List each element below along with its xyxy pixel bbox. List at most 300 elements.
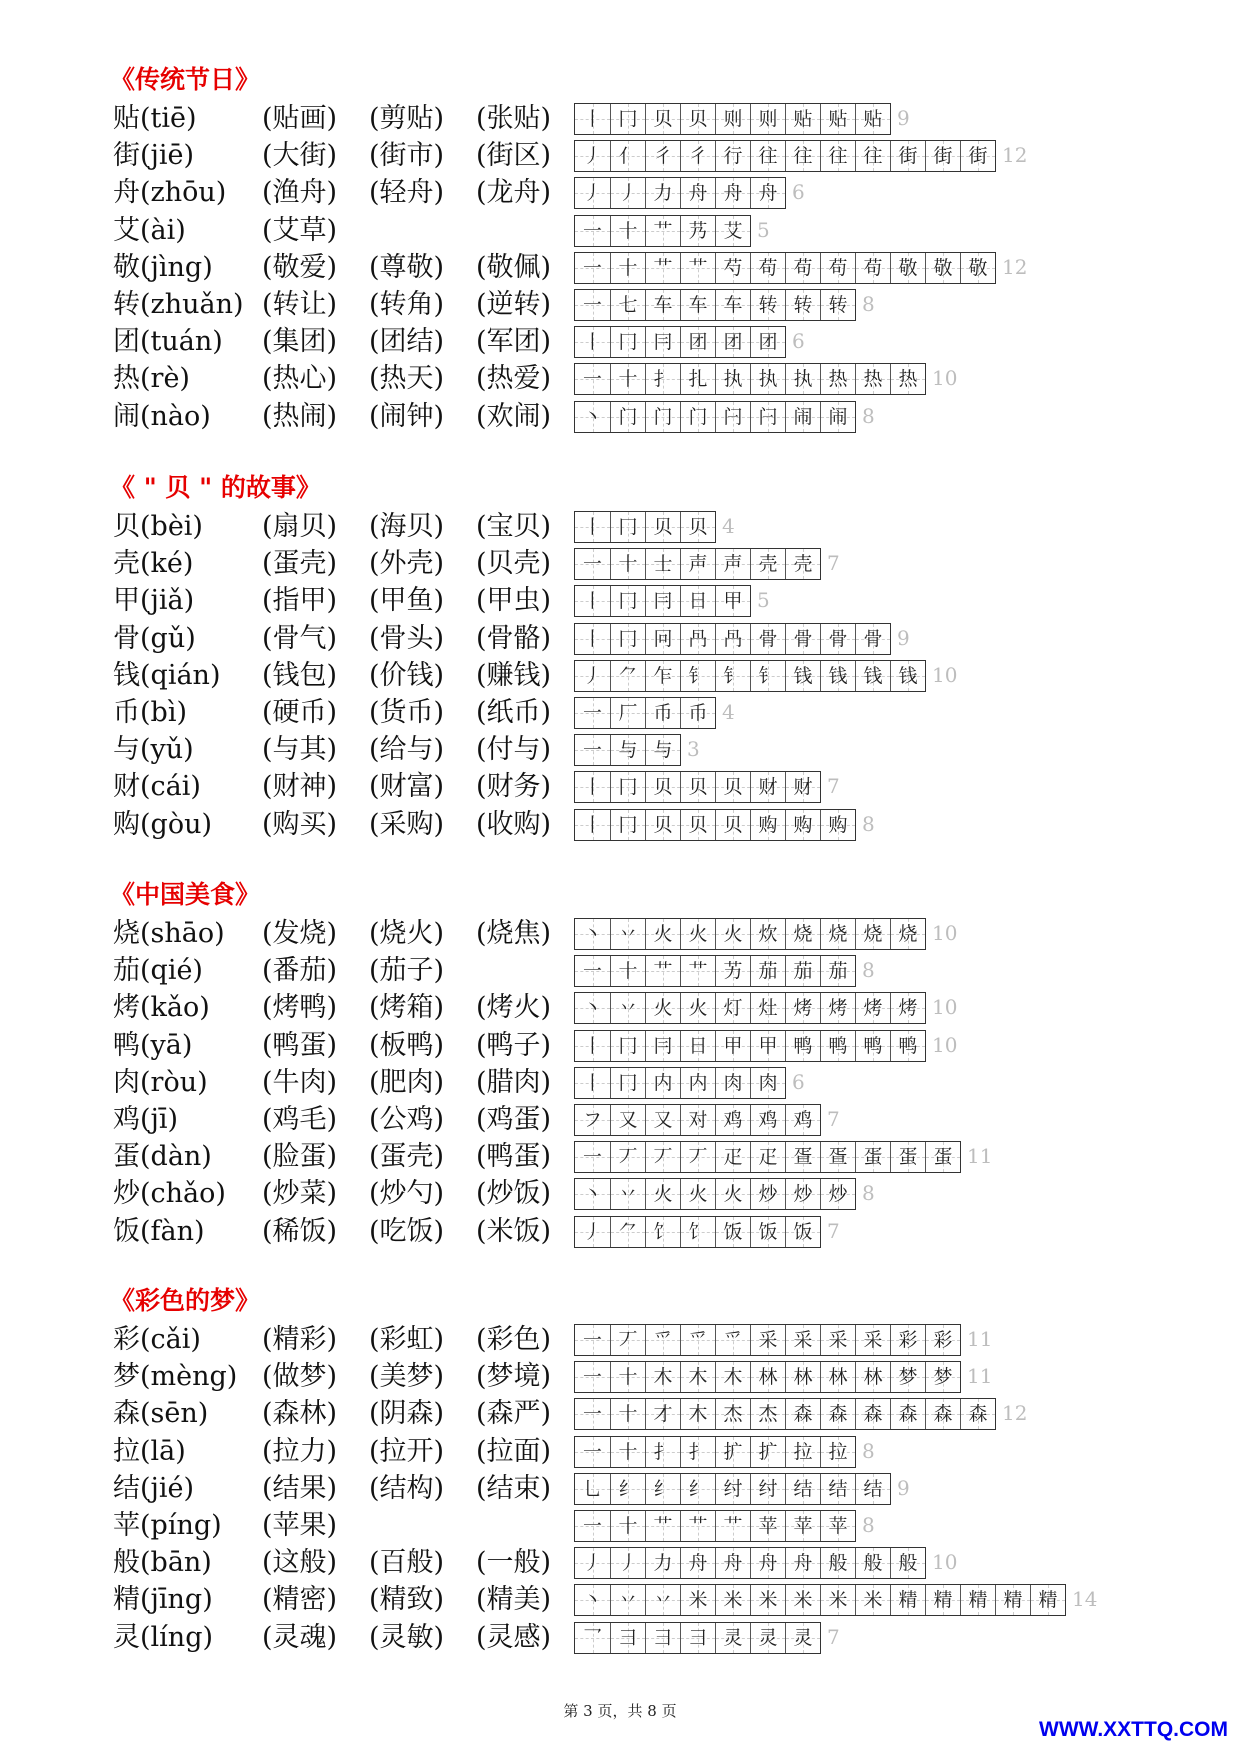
word-3: (收购) (476, 808, 552, 840)
character-pinyin: 蛋(dàn) (113, 1141, 212, 1173)
stroke-step: 贴 (855, 104, 890, 134)
stroke-count: 10 (932, 995, 958, 1020)
word-1: (热心) (262, 363, 338, 395)
word-1: (购买) (262, 808, 338, 840)
stroke-step: 甲 (750, 1031, 785, 1061)
stroke-step: 纟 (610, 1474, 645, 1504)
stroke-step: 十 (610, 1399, 645, 1429)
stroke-step: 冂 (610, 1031, 645, 1061)
stroke-step: 日 (680, 1031, 715, 1061)
stroke-step: 烤 (820, 993, 855, 1023)
stroke-step: 林 (750, 1362, 785, 1392)
stroke-step: 贝 (645, 772, 680, 802)
word-1: (灵魂) (262, 1621, 338, 1653)
stroke-count: 8 (862, 958, 875, 983)
stroke-step: 精 (995, 1585, 1030, 1615)
word-2: (板鸭) (369, 1029, 445, 1061)
stroke-step: 舟 (750, 1548, 785, 1578)
word-2: (结构) (369, 1472, 445, 1504)
stroke-count: 9 (897, 1475, 910, 1500)
stroke-step: 饭 (715, 1217, 750, 1247)
stroke-step: 团 (715, 327, 750, 357)
stroke-step: 乍 (645, 661, 680, 691)
word-2: (尊敬) (369, 251, 445, 283)
stroke-step: 灶 (750, 993, 785, 1023)
word-2: (海贝) (369, 511, 445, 542)
character-pinyin: 苹(píng) (113, 1510, 222, 1541)
stroke-step: 丨 (575, 104, 610, 134)
stroke-step: 贝 (680, 810, 715, 840)
character-pinyin: 彩(cǎi) (113, 1324, 201, 1355)
word-2: (外壳) (369, 548, 445, 580)
stroke-step: ⺅ (610, 141, 645, 171)
stroke-step: 钅 (750, 661, 785, 691)
stroke-step: 贴 (820, 104, 855, 134)
word-1: (财神) (262, 771, 338, 803)
stroke-count: 3 (687, 737, 700, 762)
stroke-count: 11 (967, 1364, 993, 1389)
word-2: (轻舟) (369, 177, 445, 209)
word-3: (街区) (476, 140, 552, 172)
vocab-row (0, 398, 1240, 435)
stroke-step: 丷 (610, 1585, 645, 1615)
stroke-step: 敬 (890, 253, 925, 283)
character-pinyin: 币(bì) (113, 697, 187, 728)
stroke-step: 十 (610, 549, 645, 579)
stroke-step: 丆 (610, 1325, 645, 1355)
stroke-step: 冃 (645, 327, 680, 357)
stroke-step: 精 (890, 1585, 925, 1615)
word-1: (鸭蛋) (262, 1029, 338, 1061)
word-3: (烧焦) (476, 918, 552, 949)
stroke-step: 丷 (610, 993, 645, 1023)
stroke-step: 冋 (645, 624, 680, 654)
stroke-step: 火 (680, 919, 715, 949)
stroke-order-grid (574, 1436, 856, 1468)
stroke-step: 一 (575, 956, 610, 986)
word-1: (森林) (262, 1398, 338, 1430)
stroke-step: 苟 (750, 253, 785, 283)
stroke-step: 贴 (785, 104, 820, 134)
stroke-step: 炒 (750, 1179, 785, 1209)
character-pinyin: 财(cái) (113, 771, 201, 803)
stroke-step: 十 (610, 216, 645, 246)
stroke-step: 冃 (645, 586, 680, 616)
stroke-step: 火 (645, 919, 680, 949)
character-pinyin: 精(jīng) (113, 1584, 213, 1616)
stroke-step: 执 (785, 364, 820, 394)
stroke-step: 烧 (855, 919, 890, 949)
stroke-step: 十 (610, 1362, 645, 1392)
stroke-step: 苹 (785, 1511, 820, 1541)
stroke-count: 6 (792, 329, 805, 354)
stroke-step: 鸭 (820, 1031, 855, 1061)
character-pinyin: 甲(jiǎ) (113, 585, 195, 617)
stroke-step: 舟 (715, 178, 750, 208)
word-3: (热爱) (476, 363, 552, 395)
stroke-step: 蛋 (925, 1142, 960, 1172)
word-2: (街市) (369, 140, 445, 172)
word-1: (热闹) (262, 400, 338, 432)
word-2: (采购) (369, 808, 445, 840)
character-pinyin: 灵(líng) (113, 1621, 214, 1653)
stroke-order-grid (574, 955, 856, 987)
stroke-step: 敬 (925, 253, 960, 283)
stroke-step: 灵 (750, 1623, 785, 1653)
character-pinyin: 鸭(yā) (113, 1029, 193, 1061)
stroke-order-grid (574, 660, 926, 692)
word-3: (鸭蛋) (476, 1141, 552, 1173)
stroke-step: 森 (925, 1399, 960, 1429)
stroke-step: 梦 (890, 1362, 925, 1392)
stroke-step: 乛 (575, 1623, 610, 1653)
character-pinyin: 森(sēn) (113, 1398, 209, 1430)
stroke-step: 精 (960, 1585, 995, 1615)
stroke-step: 疋 (750, 1142, 785, 1172)
character-pinyin: 骨(gǔ) (113, 622, 196, 654)
stroke-count: 10 (932, 1550, 958, 1575)
word-2: (货币) (369, 697, 445, 728)
stroke-step: 门 (680, 402, 715, 432)
word-1: (集团) (262, 326, 338, 358)
lesson-title: 《传统节日》 (110, 65, 261, 94)
word-1: (蛋壳) (262, 548, 338, 580)
stroke-step: 冎 (715, 624, 750, 654)
stroke-step: 冂 (610, 327, 645, 357)
stroke-count: 10 (932, 662, 958, 687)
site-watermark: WWW.XXTTQ.COM (1039, 1718, 1228, 1741)
word-3: (逆转) (476, 289, 552, 320)
stroke-step: 转 (750, 290, 785, 320)
stroke-step: 结 (855, 1474, 890, 1504)
word-2: (百般) (369, 1547, 445, 1579)
vocab-row (0, 1101, 1240, 1138)
stroke-order-grid (574, 326, 786, 358)
stroke-step: 执 (750, 364, 785, 394)
vocab-row (0, 1619, 1240, 1656)
stroke-step: 米 (855, 1585, 890, 1615)
character-pinyin: 般(bān) (113, 1547, 212, 1579)
stroke-step: 一 (575, 290, 610, 320)
stroke-step: 则 (715, 104, 750, 134)
stroke-step: 饣 (645, 1217, 680, 1247)
stroke-step: 七 (610, 290, 645, 320)
character-pinyin: 茄(qié) (113, 955, 203, 987)
stroke-step: 蛋 (890, 1142, 925, 1172)
word-3: (梦境) (476, 1361, 552, 1393)
stroke-step: 烧 (785, 919, 820, 949)
word-1: (钱包) (262, 659, 338, 691)
stroke-step: 米 (715, 1585, 750, 1615)
stroke-order-grid (574, 992, 926, 1024)
stroke-step: 内 (645, 1068, 680, 1098)
stroke-step: 丶 (575, 1585, 610, 1615)
stroke-step: 纣 (750, 1474, 785, 1504)
stroke-step: 丆 (680, 1142, 715, 1172)
stroke-step: 饣 (680, 1217, 715, 1247)
stroke-step: 扩 (750, 1437, 785, 1467)
vocab-row (0, 1321, 1240, 1358)
stroke-step: 往 (820, 141, 855, 171)
stroke-step: 彩 (890, 1325, 925, 1355)
stroke-order-grid (574, 1510, 856, 1542)
stroke-step: 爫 (680, 1325, 715, 1355)
word-2: (骨头) (369, 622, 445, 654)
stroke-step: 骨 (750, 624, 785, 654)
stroke-step: 木 (680, 1399, 715, 1429)
word-2: (吃饭) (369, 1215, 445, 1247)
stroke-count: 14 (1072, 1587, 1098, 1612)
stroke-step: 转 (785, 290, 820, 320)
stroke-step: 采 (750, 1325, 785, 1355)
stroke-step: 艿 (680, 216, 715, 246)
word-2: (茄子) (369, 955, 445, 987)
stroke-step: 灵 (785, 1623, 820, 1653)
word-1: (艾草) (262, 214, 338, 246)
word-1: (骨气) (262, 622, 338, 654)
stroke-step: 林 (785, 1362, 820, 1392)
stroke-step: 丶 (575, 1179, 610, 1209)
stroke-step: 林 (820, 1362, 855, 1392)
stroke-step: 乚 (575, 1474, 610, 1504)
stroke-step: 丷 (610, 919, 645, 949)
stroke-step: 舟 (715, 1548, 750, 1578)
stroke-step: 鸡 (715, 1105, 750, 1135)
stroke-step: 彐 (610, 1623, 645, 1653)
stroke-step: 一 (575, 216, 610, 246)
lesson-title: 《彩色的梦》 (110, 1286, 261, 1315)
stroke-step: 鸭 (785, 1031, 820, 1061)
word-2: (剪贴) (369, 103, 445, 134)
stroke-step: 扎 (680, 364, 715, 394)
stroke-step: 般 (855, 1548, 890, 1578)
stroke-step: 一 (575, 1325, 610, 1355)
stroke-step: 炒 (820, 1179, 855, 1209)
stroke-step: 木 (715, 1362, 750, 1392)
word-1: (这般) (262, 1547, 338, 1579)
stroke-step: 烤 (890, 993, 925, 1023)
stroke-step: 艾 (715, 216, 750, 246)
word-3: (龙舟) (476, 177, 552, 209)
word-3: (结束) (476, 1472, 552, 1504)
stroke-step: 与 (610, 735, 645, 765)
stroke-step: 疋 (715, 1142, 750, 1172)
stroke-step: 艹 (715, 1511, 750, 1541)
word-2: (肥肉) (369, 1066, 445, 1098)
stroke-step: 冂 (610, 772, 645, 802)
character-pinyin: 转(zhuǎn) (113, 289, 244, 320)
stroke-step: 十 (610, 1437, 645, 1467)
stroke-order-grid (574, 1361, 961, 1393)
stroke-step: 热 (820, 364, 855, 394)
stroke-step: 贝 (680, 512, 715, 542)
vocab-row (0, 100, 1240, 137)
stroke-count: 6 (792, 1069, 805, 1094)
vocab-row (0, 1544, 1240, 1581)
stroke-step: 彐 (680, 1623, 715, 1653)
stroke-step: 梦 (925, 1362, 960, 1392)
word-2: (阴森) (369, 1398, 445, 1430)
stroke-step: 一 (575, 1437, 610, 1467)
stroke-step: 街 (890, 141, 925, 171)
word-1: (硬币) (262, 697, 338, 728)
stroke-step: 爫 (715, 1325, 750, 1355)
word-1: (与其) (262, 734, 338, 766)
stroke-step: 力 (645, 1548, 680, 1578)
stroke-step: 冂 (610, 586, 645, 616)
vocab-row (0, 212, 1240, 249)
stroke-count: 8 (862, 292, 875, 316)
stroke-step: 往 (855, 141, 890, 171)
stroke-step: 肉 (715, 1068, 750, 1098)
stroke-step: 拉 (820, 1437, 855, 1467)
word-1: (扇贝) (262, 511, 338, 542)
stroke-order-grid (574, 771, 821, 803)
stroke-step: 疍 (785, 1142, 820, 1172)
stroke-order-grid (574, 918, 926, 950)
stroke-step: 内 (680, 1068, 715, 1098)
stroke-count: 8 (862, 1438, 875, 1463)
vocab-row (0, 768, 1240, 805)
lesson-title: 《中国美食》 (110, 880, 261, 909)
stroke-step: 苟 (785, 253, 820, 283)
stroke-step: 丨 (575, 624, 610, 654)
vocab-row (0, 731, 1240, 768)
stroke-order-grid (574, 1067, 786, 1099)
word-3: (灵感) (476, 1621, 552, 1653)
stroke-count: 8 (862, 811, 875, 836)
character-pinyin: 肉(ròu) (113, 1066, 208, 1098)
stroke-step: 转 (820, 290, 855, 320)
word-2: (美梦) (369, 1361, 445, 1393)
stroke-step: 一 (575, 1362, 610, 1392)
word-1: (稀饭) (262, 1215, 338, 1247)
stroke-step: 购 (785, 810, 820, 840)
stroke-step: 热 (855, 364, 890, 394)
stroke-step: 森 (785, 1399, 820, 1429)
stroke-step: 财 (750, 772, 785, 802)
stroke-order-grid (574, 1398, 996, 1430)
stroke-step: 钅 (715, 661, 750, 691)
stroke-step: 丿 (575, 661, 610, 691)
stroke-step: 钅 (680, 661, 715, 691)
stroke-step: 丨 (575, 327, 610, 357)
stroke-step: 闹 (820, 402, 855, 432)
stroke-order-grid (574, 1030, 926, 1062)
stroke-order-grid (574, 1584, 1066, 1616)
stroke-count: 8 (862, 1513, 875, 1537)
character-pinyin: 炒(chǎo) (113, 1178, 226, 1210)
stroke-step: 丿 (575, 141, 610, 171)
word-1: (发烧) (262, 918, 338, 949)
vocab-row (0, 323, 1240, 360)
stroke-step: 彩 (925, 1325, 960, 1355)
stroke-step: 闹 (785, 402, 820, 432)
vocab-row (0, 582, 1240, 619)
stroke-step: 扌 (645, 1437, 680, 1467)
word-1: (苹果) (262, 1510, 338, 1541)
stroke-step: 丿 (575, 178, 610, 208)
stroke-step: 十 (610, 253, 645, 283)
stroke-step: 茄 (785, 956, 820, 986)
stroke-step: 蛋 (855, 1142, 890, 1172)
stroke-step: 火 (680, 1179, 715, 1209)
stroke-step: 烧 (890, 919, 925, 949)
stroke-step: 火 (715, 1179, 750, 1209)
stroke-step: 力 (645, 178, 680, 208)
character-pinyin: 热(rè) (113, 363, 190, 395)
character-pinyin: 壳(ké) (113, 548, 194, 580)
stroke-step: 米 (820, 1585, 855, 1615)
stroke-step: 饭 (785, 1217, 820, 1247)
word-3: (腊肉) (476, 1066, 552, 1098)
stroke-order-grid (574, 1104, 821, 1136)
stroke-count: 5 (757, 588, 770, 613)
stroke-step: 烤 (855, 993, 890, 1023)
stroke-step: 丿 (610, 1548, 645, 1578)
stroke-order-grid (574, 511, 716, 543)
stroke-order-grid (574, 1622, 821, 1654)
stroke-step: 舟 (785, 1548, 820, 1578)
stroke-step: 购 (820, 810, 855, 840)
word-3: (贝壳) (476, 548, 552, 580)
stroke-step: 丨 (575, 772, 610, 802)
stroke-step: 彳 (645, 141, 680, 171)
character-pinyin: 烤(kǎo) (113, 992, 210, 1024)
stroke-step: 丷 (610, 1179, 645, 1209)
word-3: (敬佩) (476, 251, 552, 283)
stroke-step: 丿 (575, 1548, 610, 1578)
word-2: (闹钟) (369, 400, 445, 432)
stroke-step: 采 (820, 1325, 855, 1355)
character-pinyin: 敬(jìng) (113, 251, 213, 283)
word-2: (甲鱼) (369, 585, 445, 617)
stroke-step: 骨 (785, 624, 820, 654)
stroke-step: 艹 (680, 253, 715, 283)
character-pinyin: 贝(bèi) (113, 511, 203, 542)
stroke-step: 丆 (645, 1142, 680, 1172)
stroke-step: 丆 (610, 1142, 645, 1172)
word-3: (精美) (476, 1584, 552, 1616)
word-1: (牛肉) (262, 1066, 338, 1098)
character-pinyin: 团(tuán) (113, 326, 223, 358)
stroke-step: 丨 (575, 1068, 610, 1098)
stroke-step: 一 (575, 364, 610, 394)
stroke-step: 火 (645, 993, 680, 1023)
stroke-count: 4 (722, 700, 735, 724)
stroke-step: 车 (680, 290, 715, 320)
stroke-order-grid (574, 1473, 891, 1505)
stroke-step: 木 (680, 1362, 715, 1392)
stroke-step: 鸭 (855, 1031, 890, 1061)
word-1: (精密) (262, 1584, 338, 1616)
stroke-step: 丶 (575, 919, 610, 949)
stroke-step: 则 (750, 104, 785, 134)
vocab-row (0, 545, 1240, 582)
stroke-step: 采 (785, 1325, 820, 1355)
stroke-step: 鸡 (750, 1105, 785, 1135)
stroke-step: 扌 (680, 1437, 715, 1467)
vocab-row (0, 286, 1240, 323)
stroke-step: 钱 (785, 661, 820, 691)
stroke-step: 壳 (750, 549, 785, 579)
stroke-step: 街 (960, 141, 995, 171)
stroke-count: 6 (792, 180, 805, 205)
stroke-step: 炊 (750, 919, 785, 949)
word-2: (热天) (369, 363, 445, 395)
stroke-step: 与 (645, 735, 680, 765)
stroke-count: 12 (1002, 254, 1028, 279)
